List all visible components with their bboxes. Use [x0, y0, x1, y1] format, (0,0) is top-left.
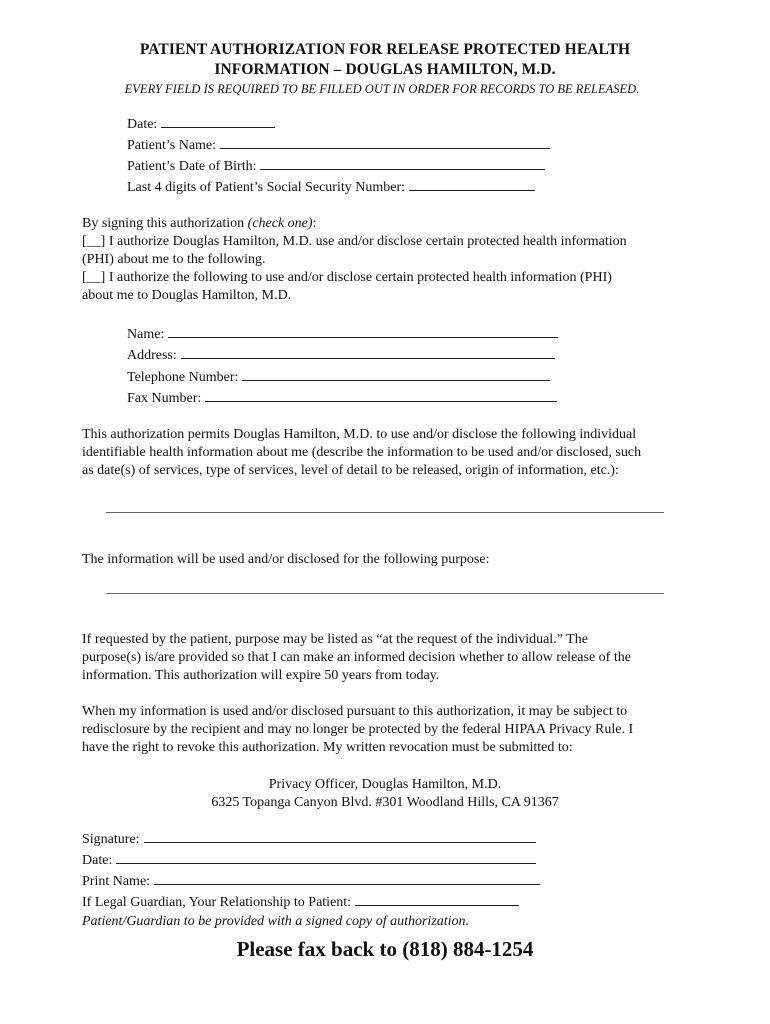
redisclosure-line1: When my information is used and/or disclosed pursuant to this authorization, it may be subject to	[82, 704, 628, 719]
patient-dob-label: Patient’s Date of Birth:	[127, 159, 257, 174]
privacy-officer-name: Privacy Officer, Douglas Hamilton, M.D.	[268, 777, 502, 792]
date-input-line[interactable]	[161, 113, 275, 128]
required-notice: EVERY FIELD IS REQUIRED TO BE FILLED OUT IN ORDER FOR RECORDS TO BE RELEASED.	[124, 82, 640, 96]
print-name-field[interactable]	[82, 870, 540, 891]
information-description-line[interactable]	[106, 512, 664, 513]
signature-date-field[interactable]	[82, 849, 536, 870]
form-title-line2: INFORMATION – DOUGLAS HAMILTON, M.D.	[214, 61, 556, 78]
date-field[interactable]	[127, 113, 275, 134]
recipient-fax-field[interactable]	[127, 387, 557, 408]
permits-line3: as date(s) of services, type of services, level of detail to be released, origin of information, etc.):	[82, 463, 619, 478]
recipient-phone-input-line[interactable]	[242, 366, 550, 381]
signature-input-line[interactable]	[144, 828, 536, 843]
fax-back-line: Please fax back to (818) 884-1254	[236, 937, 534, 961]
recipient-phone-field[interactable]	[127, 366, 550, 387]
option2-line2: about me to Douglas Hamilton, M.D.	[82, 288, 292, 303]
redisclosure-line3: have the right to revoke this authorization. My written revocation must be submitted to:	[82, 740, 573, 755]
recipient-fax-input-line[interactable]	[205, 387, 557, 402]
purpose-input-line[interactable]	[106, 593, 664, 594]
recipient-phone-label: Telephone Number:	[127, 370, 239, 385]
option1-line1: [__] I authorize Douglas Hamilton, M.D. use and/or disclose certain protected health information	[82, 234, 627, 249]
ssn-last4-field[interactable]	[127, 176, 535, 197]
signature-field[interactable]	[82, 828, 536, 849]
guardian-relationship-field[interactable]	[82, 891, 519, 912]
purpose-text: The information will be used and/or disclosed for the following purpose:	[82, 552, 490, 567]
guardian-relationship-input-line[interactable]	[355, 891, 519, 906]
redisclosure-line2: redisclosure by the recipient and may no longer be protected by the federal HIPAA Privacy Rule. I	[82, 722, 634, 737]
option2-checkbox[interactable]: [__]	[82, 270, 106, 285]
recipient-address-label: Address:	[127, 348, 177, 363]
recipient-name-input-line[interactable]	[168, 323, 558, 338]
permits-line1: This authorization permits Douglas Hamilton, M.D. to use and/or disclose the following individual	[82, 427, 637, 442]
request-line1: If requested by the patient, purpose may be listed as “at the request of the individual.” The	[82, 632, 588, 647]
request-line3: information. This authorization will expire 50 years from today.	[82, 668, 440, 683]
recipient-address-input-line[interactable]	[181, 344, 555, 359]
recipient-address-field[interactable]	[127, 344, 555, 365]
copy-note: Patient/Guardian to be provided with a signed copy of authorization.	[82, 914, 470, 929]
authorization-intro: By signing this authorization (check one):	[82, 216, 317, 231]
signature-date-label: Date:	[82, 853, 113, 868]
patient-name-field[interactable]	[127, 134, 550, 155]
recipient-name-field[interactable]	[127, 323, 558, 344]
signature-date-input-line[interactable]	[116, 849, 536, 864]
patient-dob-field[interactable]	[127, 155, 545, 176]
option1-checkbox[interactable]: [__]	[82, 234, 106, 249]
signature-label: Signature:	[82, 832, 140, 847]
option1-line2: (PHI) about me to the following.	[82, 252, 266, 267]
patient-dob-input-line[interactable]	[260, 155, 545, 170]
request-line2: purpose(s) is/are provided so that I can make an informed decision whether to allow release of the	[82, 650, 631, 665]
permits-line2: identifiable health information about me (describe the information to be used and/or disclosed, such	[82, 445, 642, 460]
ssn-last4-input-line[interactable]	[409, 176, 535, 191]
date-label: Date:	[127, 117, 158, 132]
option2-line1: [__] I authorize the following to use and/or disclose certain protected health information (PHI)	[82, 270, 612, 285]
privacy-officer-address: 6325 Topanga Canyon Blvd. #301 Woodland Hills, CA 91367	[211, 795, 559, 810]
print-name-label: Print Name:	[82, 874, 151, 889]
form-title-line1: PATIENT AUTHORIZATION FOR RELEASE PROTECTED HEALTH	[139, 41, 631, 58]
patient-name-input-line[interactable]	[220, 134, 550, 149]
guardian-relationship-label: If Legal Guardian, Your Relationship to Patient:	[82, 895, 352, 910]
recipient-name-label: Name:	[127, 327, 165, 342]
ssn-last4-label: Last 4 digits of Patient’s Social Security Number:	[127, 180, 406, 195]
print-name-input-line[interactable]	[154, 870, 540, 885]
patient-name-label: Patient’s Name:	[127, 138, 217, 153]
recipient-fax-label: Fax Number:	[127, 391, 202, 406]
